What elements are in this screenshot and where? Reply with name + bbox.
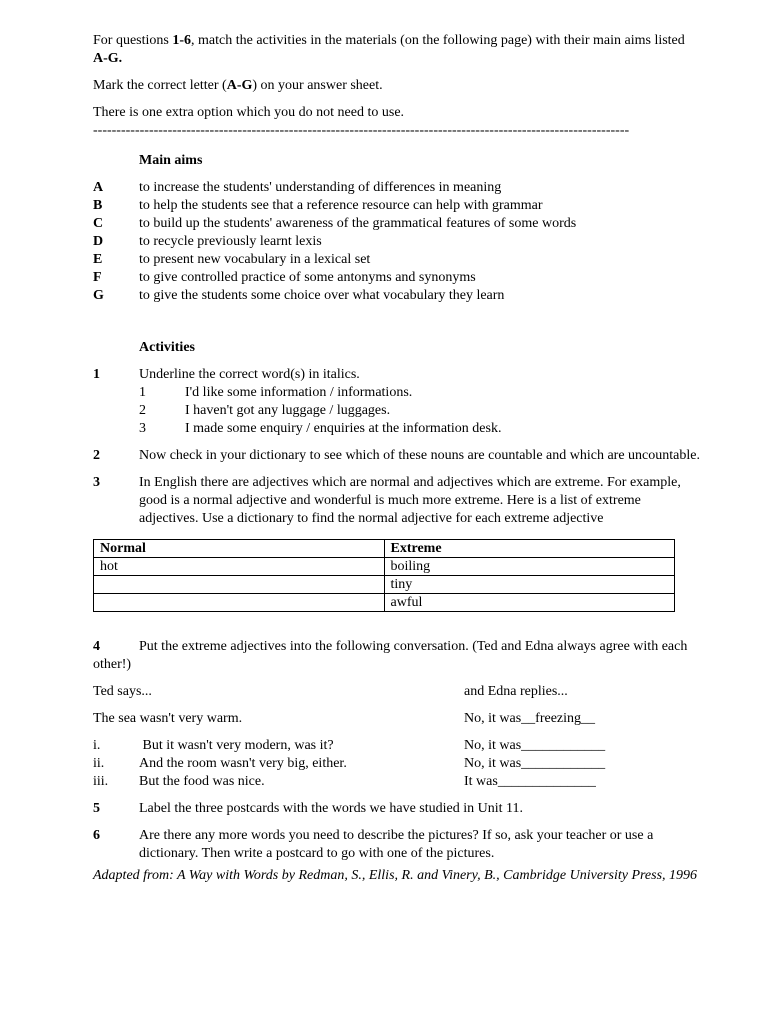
activities-heading: Activities — [139, 340, 195, 355]
aim-item: F to give controlled practice of some antonyms and synonyms — [93, 270, 476, 285]
activity-6-text: Are there any more words you need to describe the pictures? If so, ask your teacher or use a dictionary. Then write a postcard to go with one of the pictures. — [139, 828, 654, 861]
separator-line: ------------------------------------------------------------------------------------------------------------------- — [93, 123, 630, 138]
conversation-example: The sea wasn't very warm. No, it was__freezing__ — [93, 711, 596, 726]
activity-5-text: Label the three postcards with the words we have studied in Unit 11. — [139, 801, 523, 816]
table-cell: hot — [94, 558, 385, 576]
activity-1-sub-item: 2 I haven't got any luggage / luggages. — [139, 403, 391, 418]
ted-label: Ted says... — [93, 684, 152, 699]
adjectives-table — [93, 539, 675, 612]
table-cell: boiling — [384, 558, 675, 576]
main-aims-heading: Main aims — [139, 153, 203, 168]
conversation — [93, 683, 703, 791]
column-header-extreme: Extreme — [384, 540, 675, 558]
activity-5: 5 Label the three postcards with the words we have studied in Unit 11. — [93, 800, 703, 818]
table-cell: tiny — [384, 576, 675, 594]
instructions-line-3: There is one extra option which you do not need to use. — [93, 105, 405, 120]
aims-list — [93, 179, 703, 305]
aim-item: E to present new vocabulary in a lexical set — [93, 252, 371, 267]
source-citation: Adapted from: A Way with Words by Redman, S., Ellis, R. and Vinery, B., Cambridge University Press, 1996 — [93, 868, 698, 883]
activity-4: 4 Put the extreme adjectives into the following conversation. (Ted and Edna always agree with each other!) — [93, 639, 688, 672]
conversation-line: ii. And the room wasn't very big, either. No, it was____________ — [93, 756, 606, 771]
table-row — [94, 594, 675, 612]
instructions-line-2: Mark the correct letter (A-G) on your answer sheet. — [93, 78, 383, 93]
activity-3: 3 In English there are adjectives which are normal and adjectives which are extreme. For example, good is a normal adjective and wonderful is much more extreme. Here is a list of extreme adjectives. Use a dictionary to find the normal adjective for each extreme adjective — [93, 474, 703, 528]
activity-1-sub-item: 1 I'd like some information / informations. — [139, 385, 413, 400]
conversation-labels — [93, 683, 703, 701]
aim-item: D to recycle previously learnt lexis — [93, 234, 322, 249]
table-cell — [94, 576, 385, 594]
activity-6: 6 Are there any more words you need to describe the pictures? If so, ask your teacher or use a dictionary. Then write a postcard to go with one of the pictures. — [93, 827, 703, 863]
aim-item: B to help the students see that a reference resource can help with grammar — [93, 198, 543, 213]
activity-2: 2 Now check in your dictionary to see which of these nouns are countable and which are uncountable. — [93, 447, 703, 465]
aim-item: A to increase the students' understanding of differences in meaning — [93, 180, 502, 195]
activity-1-text: Underline the correct word(s) in italics. — [139, 367, 360, 382]
aim-item: C to build up the students' awareness of the grammatical features of some words — [93, 216, 577, 231]
activity-3-text: In English there are adjectives which are normal and adjectives which are extreme. For example, good is a normal adjective and wonderful is much more extreme. Here is a list of extreme adjectives. Use a dictionary to find the normal adjective for each extreme adjective — [139, 475, 681, 526]
table-row — [94, 558, 675, 576]
aim-item: G to give the students some choice over what vocabulary they learn — [93, 288, 505, 303]
activity-2-text: Now check in your dictionary to see which of these nouns are countable and which are uncountable. — [139, 448, 700, 463]
worksheet-page — [93, 32, 703, 885]
instructions-line-1: For questions 1-6, match the activities in the materials (on the following page) with their main aims listed A-G. — [93, 33, 685, 66]
conversation-line: iii. But the food was nice. It was______________ — [93, 774, 596, 789]
edna-label: and Edna replies... — [464, 684, 568, 699]
activity-1: 1 Underline the correct word(s) in italics. 1 I'd like some information / informations. 2 I haven't got any luggage / luggages. 3 I made some enquiry / enquiries at the information desk. — [93, 366, 703, 438]
activity-4-text: Put the extreme adjectives into the following conversation. (Ted and Edna always agree with each other!) — [93, 639, 688, 672]
table-header-row — [94, 540, 675, 558]
column-header-normal: Normal — [94, 540, 385, 558]
table-row — [94, 576, 675, 594]
conversation-line: i. But it wasn't very modern, was it? No, it was____________ — [93, 738, 606, 753]
activity-1-sub-item: 3 I made some enquiry / enquiries at the information desk. — [139, 421, 502, 436]
table-cell — [94, 594, 385, 612]
table-cell: awful — [384, 594, 675, 612]
